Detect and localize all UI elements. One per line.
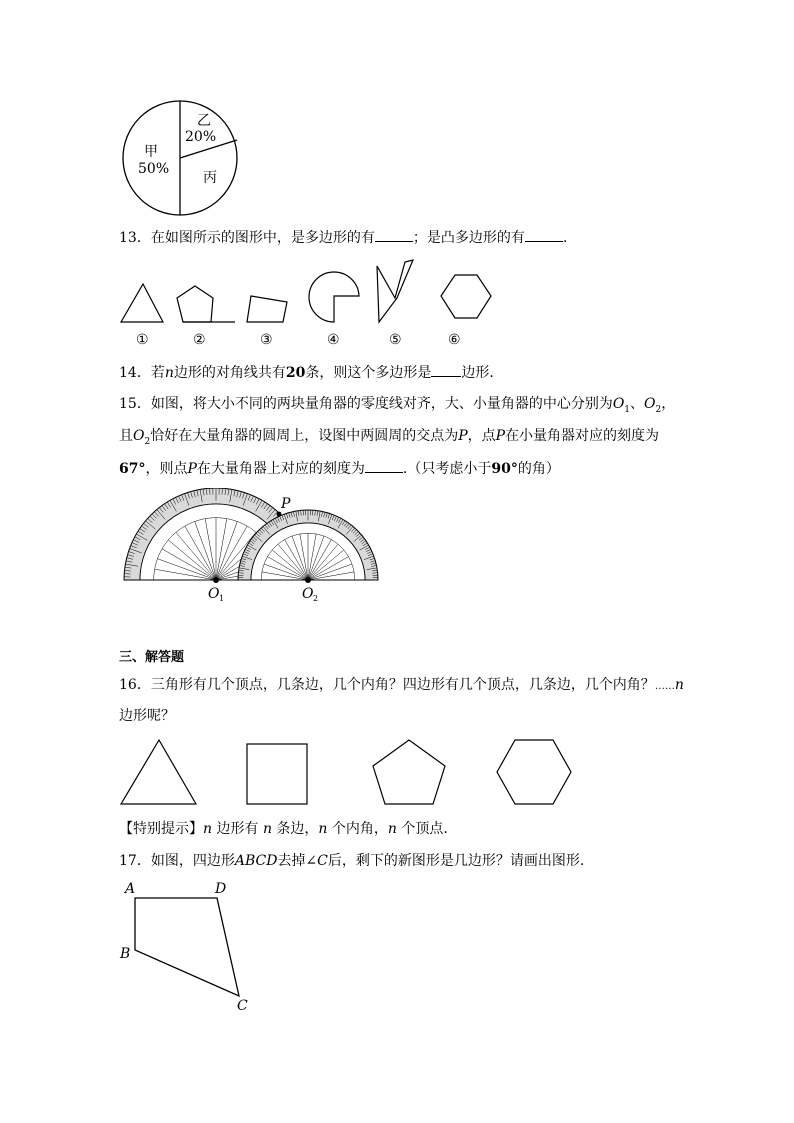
q15-sep: 、 [630, 396, 645, 412]
question-13 [119, 227, 567, 248]
q15-line2-end: 在小量角器对应的刻度为 [505, 428, 660, 444]
hint-a: 边形有 [212, 821, 263, 837]
q15-o2-sub: 2 [655, 404, 662, 415]
q15-line3-mid2: 在大量角器上对应的刻度为 [196, 461, 365, 477]
q14-n: n [164, 365, 174, 381]
hint-n4: n [387, 821, 397, 837]
shape-self-intersecting [377, 260, 413, 322]
shape-label-1: ① [136, 332, 149, 348]
polygon-square [247, 744, 307, 804]
hint-n1: n [203, 821, 213, 837]
section-title: 三、解答题 [119, 650, 185, 665]
q16-line1: 16．三角形有几个顶点，几条边，几个内角？四边形有几个顶点，几条边，几个内角？ [119, 677, 655, 693]
pie-label-yi: 乙 [197, 113, 211, 129]
q14-blank[interactable] [431, 362, 461, 377]
q15-o1: O [612, 396, 625, 412]
q15-line3-mid: ，则点 [145, 461, 188, 477]
q15-line3-end2: 的角） [517, 461, 560, 477]
q13-prefix: 13．在如图所示的图形中，是多边形的有 [119, 230, 375, 246]
hint-d: 个顶点. [396, 821, 448, 837]
pie-label-jia: 甲 [144, 144, 158, 160]
quadrilateral-abcd-figure [115, 876, 265, 1016]
shape-label-2: ② [193, 332, 206, 348]
point-o1 [213, 577, 219, 583]
q15-line2-pre: 且 [119, 428, 133, 444]
shape-hexagon [441, 275, 491, 318]
q17-c: C [317, 853, 328, 869]
protractor-figure [118, 488, 388, 604]
question-14 [119, 362, 494, 383]
q15-line2-mid: 恰好在大量角器的圆周上，设图中两圆周的交点为 [150, 428, 459, 444]
shape-label-5: ⑤ [389, 332, 402, 348]
q15-deg2: 90° [491, 461, 518, 477]
vertex-c: C [237, 998, 248, 1014]
q15-p3: P [187, 461, 197, 477]
q15-o1-sub: 1 [624, 404, 631, 415]
q16-ellipsis: …… [654, 681, 675, 692]
pie-label-bing: 丙 [203, 170, 217, 186]
polygon-pentagon [373, 740, 445, 804]
polygon-triangle [121, 740, 196, 804]
label-o1-sub: 1 [219, 594, 225, 603]
pie-chart [118, 100, 248, 222]
vertex-a: A [125, 881, 136, 897]
q13-blank-1[interactable] [375, 227, 413, 242]
label-o2: O [302, 586, 314, 602]
point-p [277, 512, 282, 517]
q17-mid: 去掉∠ [277, 853, 318, 869]
question-16-line1 [119, 675, 684, 697]
question-15-line3 [119, 458, 560, 479]
q14-prefix: 14．若 [119, 365, 165, 381]
label-p: P [281, 496, 291, 512]
pie-percent-yi: 20% [185, 129, 217, 145]
q14-count: 20 [285, 365, 306, 381]
q14-middle2: 条，则这个多边形是 [305, 365, 432, 381]
q13-middle: ；是凸多边形的有 [412, 230, 525, 246]
q15-line3-end: .（只考虑小于 [402, 461, 492, 477]
question-15-line1 [119, 394, 675, 420]
q13-end: . [562, 230, 568, 246]
question-15-line2 [119, 426, 659, 452]
label-o2-sub: 2 [313, 594, 319, 603]
q16-hint [119, 819, 448, 839]
q15-line1: 15．如图，将大小不同的两块量角器的零度线对齐，大、小量角器的中心分别为 [119, 396, 613, 412]
vertex-d: D [215, 881, 227, 897]
hint-c: 个内角， [327, 821, 388, 837]
hint-n3: n [318, 821, 328, 837]
q16-n: n [674, 677, 684, 693]
polygon-hexagon [497, 740, 571, 804]
q15-line1-end: ， [661, 396, 676, 412]
q15-line2-mid2: ，点 [467, 428, 496, 444]
q13-shapes-figure [115, 258, 495, 348]
hint-n2: n [262, 821, 272, 837]
q15-deg: 67° [119, 461, 146, 477]
q17-abcd: ABCD [234, 853, 278, 869]
shape-quadrilateral [247, 296, 287, 322]
quadrilateral-abcd [135, 898, 239, 996]
question-17 [119, 851, 584, 871]
q15-line2-o2-sub: 2 [144, 436, 151, 447]
shape-pentagon-open [177, 286, 213, 322]
hint-b: 条边， [271, 821, 319, 837]
shape-label-6: ⑥ [448, 332, 461, 348]
q13-blank-2[interactable] [525, 227, 563, 242]
shape-label-3: ③ [260, 332, 273, 348]
q15-line2-o2: O [133, 428, 145, 444]
label-o1: O [208, 586, 220, 602]
q15-o2: O [644, 396, 656, 412]
q15-p2: P [495, 428, 506, 444]
vertex-b: B [120, 946, 131, 962]
q15-blank[interactable] [365, 458, 403, 473]
shape-sector [309, 272, 359, 322]
pie-percent-jia: 50% [138, 161, 170, 177]
hint-label: 【特别提示】 [119, 821, 203, 837]
shape-triangle [121, 284, 163, 322]
shape-label-4: ④ [327, 332, 340, 348]
question-16-line2: 边形呢？ [119, 708, 175, 724]
point-o2 [305, 577, 311, 583]
q17-prefix: 17．如图，四边形 [119, 853, 235, 869]
q15-p1: P [458, 428, 468, 444]
q17-end: 后，剩下的新图形是几边形？请画出图形. [327, 853, 585, 869]
q14-end: 边形. [461, 365, 494, 381]
q14-middle: 边形的对角线共有 [173, 365, 286, 381]
q16-polygons-figure [115, 734, 585, 810]
